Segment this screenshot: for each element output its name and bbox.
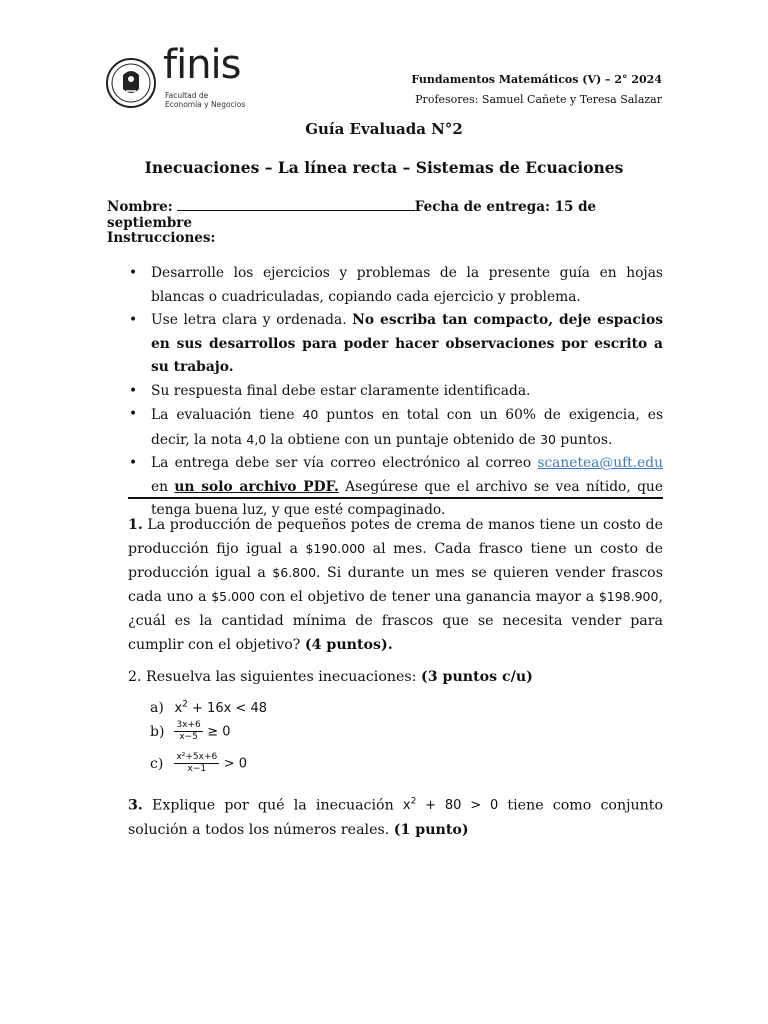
instructions-title: Instrucciones: <box>107 230 216 246</box>
nombre-blank-line <box>177 196 415 211</box>
fecha-entrega: Fecha de entrega: 15 de septiembre <box>107 199 597 231</box>
document-subtitle: Inecuaciones – La línea recta – Sistemas de Ecuaciones <box>144 158 624 177</box>
instruction-item: • La entrega debe ser vía correo electrónico al correo scanetea@uft.edu en un solo archivo PDF. Asegúrese que el archivo se vea nítido, que tenga buena luz, y que esté compaginado. <box>107 452 663 523</box>
inequality-a: a) $x^2 + 16x < 48$ <box>150 700 267 717</box>
logo-subtitle: Facultad de Economía y Negocios <box>165 91 246 109</box>
email-link[interactable]: scanetea@uft.edu <box>537 455 663 471</box>
section-divider <box>128 497 663 499</box>
instruction-item: • Desarrolle los ejercicios y problemas de la presente guía en hojas blancas o cuadriculadas, copiando cada ejercicio y problema. <box>107 262 663 309</box>
problem-1: 1. La producción de pequeños potes de crema de manos tiene un costo de producción fijo igual a $190.000 al mes. Cada frasco tiene un costo de producción igual a $6.800. Si durante un mes se quieren vender frascos cada uno a $5.000 con el objetivo de tener una ganancia mayor a $198.900, ¿cuál es la cantidad mínima de frascos que se necesita vender para cumplir con el objetivo? (4 puntos). <box>128 517 663 653</box>
student-info-row <box>107 196 667 231</box>
course-info <box>411 70 662 110</box>
university-seal-icon <box>105 55 157 111</box>
problem-3: 3. Explique por qué la inecuación $x^2 + 80 > 0$ tiene como conjunto solución a todos los números reales. (1 punto) <box>128 797 663 839</box>
nombre-label: Nombre: <box>107 199 173 215</box>
professors: Profesores: Samuel Cañete y Teresa Salazar <box>415 93 662 106</box>
university-logo <box>105 42 265 111</box>
instruction-item: • La evaluación tiene 40 puntos en total con un 60% de exigencia, es decir, la nota 4,0 la obtiene con un puntaje obtenido de 30 puntos. <box>107 403 663 452</box>
problem-2: 2. Resuelva las siguientes inecuaciones: (3 puntos c/u) <box>128 669 533 685</box>
inequality-b: b) $\frac{3x+6}{x-5}$ ≥ 0 <box>150 720 231 742</box>
instruction-item: • Use letra clara y ordenada. No escriba tan compacto, deje espacios en sus desarrollos para poder hacer observaciones por escrito a su trabajo. <box>107 309 663 380</box>
instructions-list <box>107 262 663 523</box>
document-title: Guía Evaluada N°2 <box>305 120 463 138</box>
inequality-c: c) $\frac{\text{x²+5x+6}}{x-1}$ > 0 <box>150 752 247 774</box>
logo-wordmark: finis <box>163 42 241 88</box>
course-title: Fundamentos Matemáticos (V) – 2° 2024 <box>411 73 662 86</box>
instruction-item: • Su respuesta final debe estar claramente identificada. <box>107 380 663 404</box>
